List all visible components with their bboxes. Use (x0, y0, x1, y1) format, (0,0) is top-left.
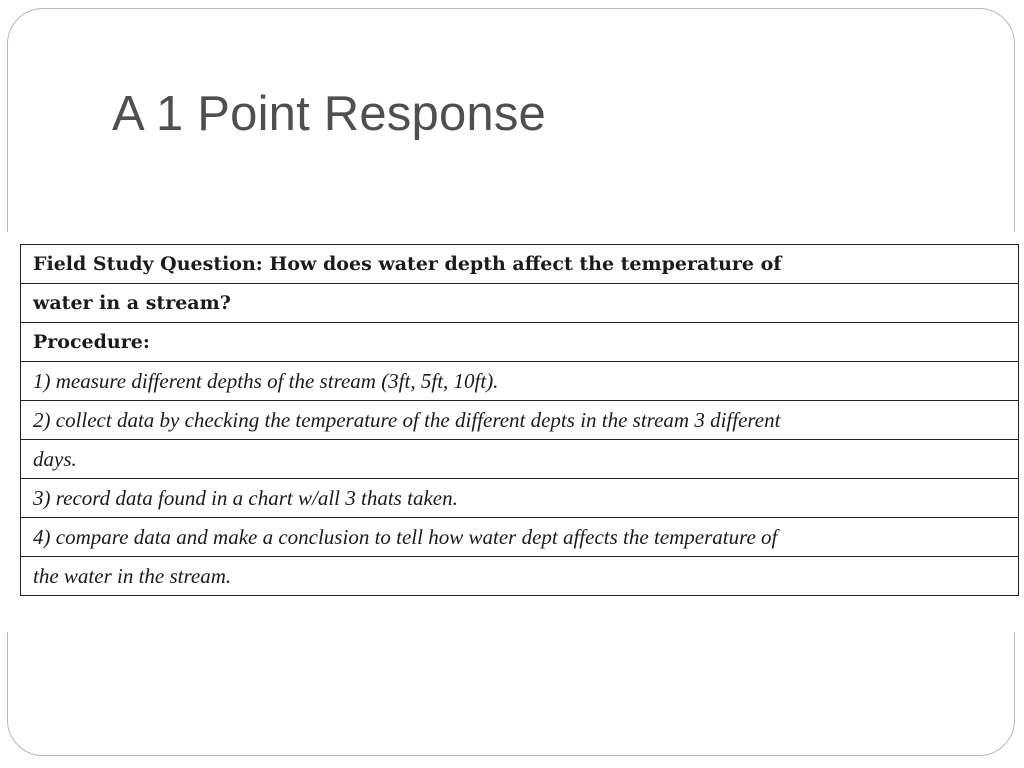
procedure-step-2-line-2: days. (21, 440, 1018, 479)
procedure-step-1: 1) measure different depths of the stream (3ft, 5ft, 10ft). (21, 362, 1018, 401)
question-line-2: water in a stream? (21, 284, 1018, 323)
procedure-heading: Procedure: (21, 323, 1018, 362)
procedure-step-3: 3) record data found in a chart w/all 3 thats taken. (21, 479, 1018, 518)
question-line-1: Field Study Question: How does water depth affect the temperature of (21, 245, 1018, 284)
scanned-response-image (0, 232, 1024, 632)
procedure-step-4-line-1: 4) compare data and make a conclusion to tell how water dept affects the temperature of (21, 518, 1018, 557)
procedure-step-2-line-1: 2) collect data by checking the temperature of the different depts in the stream 3 different (21, 401, 1018, 440)
procedure-step-4-line-2: the water in the stream. (21, 557, 1018, 596)
response-table (20, 244, 1019, 596)
slide-title: A 1 Point Response (112, 87, 547, 141)
